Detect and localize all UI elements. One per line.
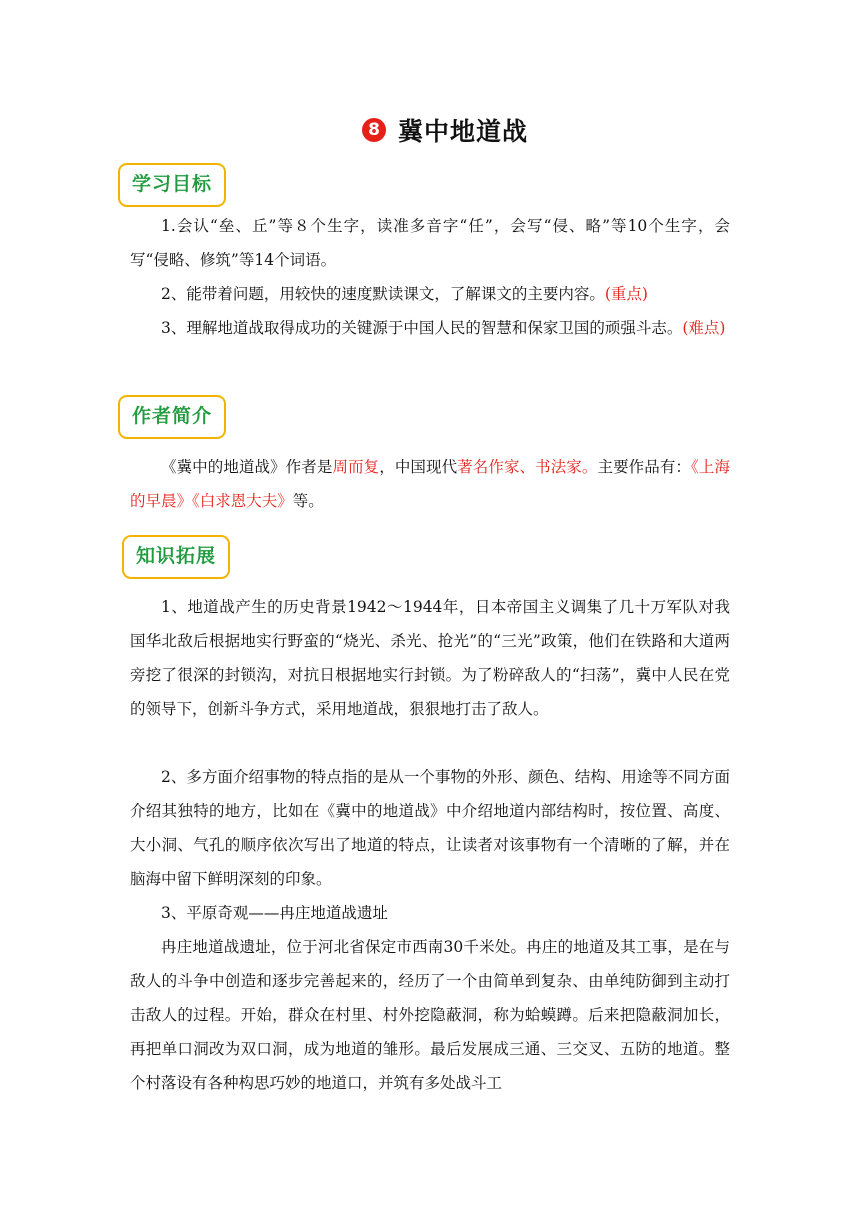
- extension-paragraph-4: 冉庄地道战遗址，位于河北省保定市西南30千米处。冉庄的地道及其工事，是在与敌人的斗争中创造和逐步完善起来的，经历了一个由简单到复杂、由单纯防御到主动打击敌人的过程。开始，群众在村里、村外挖隐蔽洞，称为蛤蟆蹲。后来把隐蔽洞加长，再把单口洞改为双口洞，成为地道的雏形。最后发展成三通、三交叉、五防的地道。整个村落设有各种构思巧妙的地道口，并筑有多处战斗工: [130, 938, 730, 1092]
- section-heading-extension: 知识拓展: [122, 535, 230, 579]
- author-intro: 《冀中的地道战》作者是周而复，中国现代著名作家、书法家。主要作品有：《上海的早晨》《白求恩大夫》等。: [130, 458, 730, 510]
- author-name: 周而复: [332, 458, 380, 476]
- goal-item-3: 3、理解地道战取得成功的关键源于中国人民的智慧和保家卫国的顽强斗志。(难点): [161, 319, 726, 337]
- author-role: 著名作家、书法家。: [457, 458, 598, 476]
- key-point-mark: (重点): [604, 285, 648, 303]
- extension-paragraph-2: 2、多方面介绍事物的特点指的是从一个事物的外形、颜色、结构、用途等不同方面介绍其独特的地方，比如在《冀中的地道战》中介绍地道内部结构时，按位置、高度、大小洞、气孔的顺序依次写出了地道的特点，让读者对该事物有一个清晰的了解，并在脑海中留下鲜明深刻的印象。: [130, 768, 730, 888]
- section-heading-goals: 学习目标: [118, 163, 226, 207]
- extension-paragraph-1: 1、地道战产生的历史背景1942～1944年，日本帝国主义调集了几十万军队对我国华北敌后根据地实行野蛮的“烧光、杀光、抢光”的“三光”政策，他们在铁路和大道两旁挖了很深的封锁沟，对抗日根据地实行封锁。为了粉碎敌人的“扫荡”，冀中人民在党的领导下，创新斗争方式，采用地道战，狠狠地打击了敌人。: [130, 598, 730, 718]
- extension-paragraph-3: 3、平原奇观——冉庄地道战遗址: [161, 904, 388, 922]
- lesson-number-badge: 8: [362, 118, 386, 142]
- author-works: 《上海的早晨》《白求恩大夫》: [130, 458, 730, 510]
- lesson-header: [0, 112, 860, 146]
- lesson-title: 冀中地道战: [397, 117, 528, 146]
- goal-item-1: 1.会认“垒、丘”等８个生字，读准多音字“任”，会写“侵、略”等10个生字，会写“侵略、修筑”等14个词语。: [130, 217, 730, 269]
- section-heading-author: 作者简介: [118, 395, 226, 439]
- goal-item-2: 2、能带着问题，用较快的速度默读课文，了解课文的主要内容。(重点): [161, 285, 648, 303]
- difficulty-mark: (难点): [682, 319, 726, 337]
